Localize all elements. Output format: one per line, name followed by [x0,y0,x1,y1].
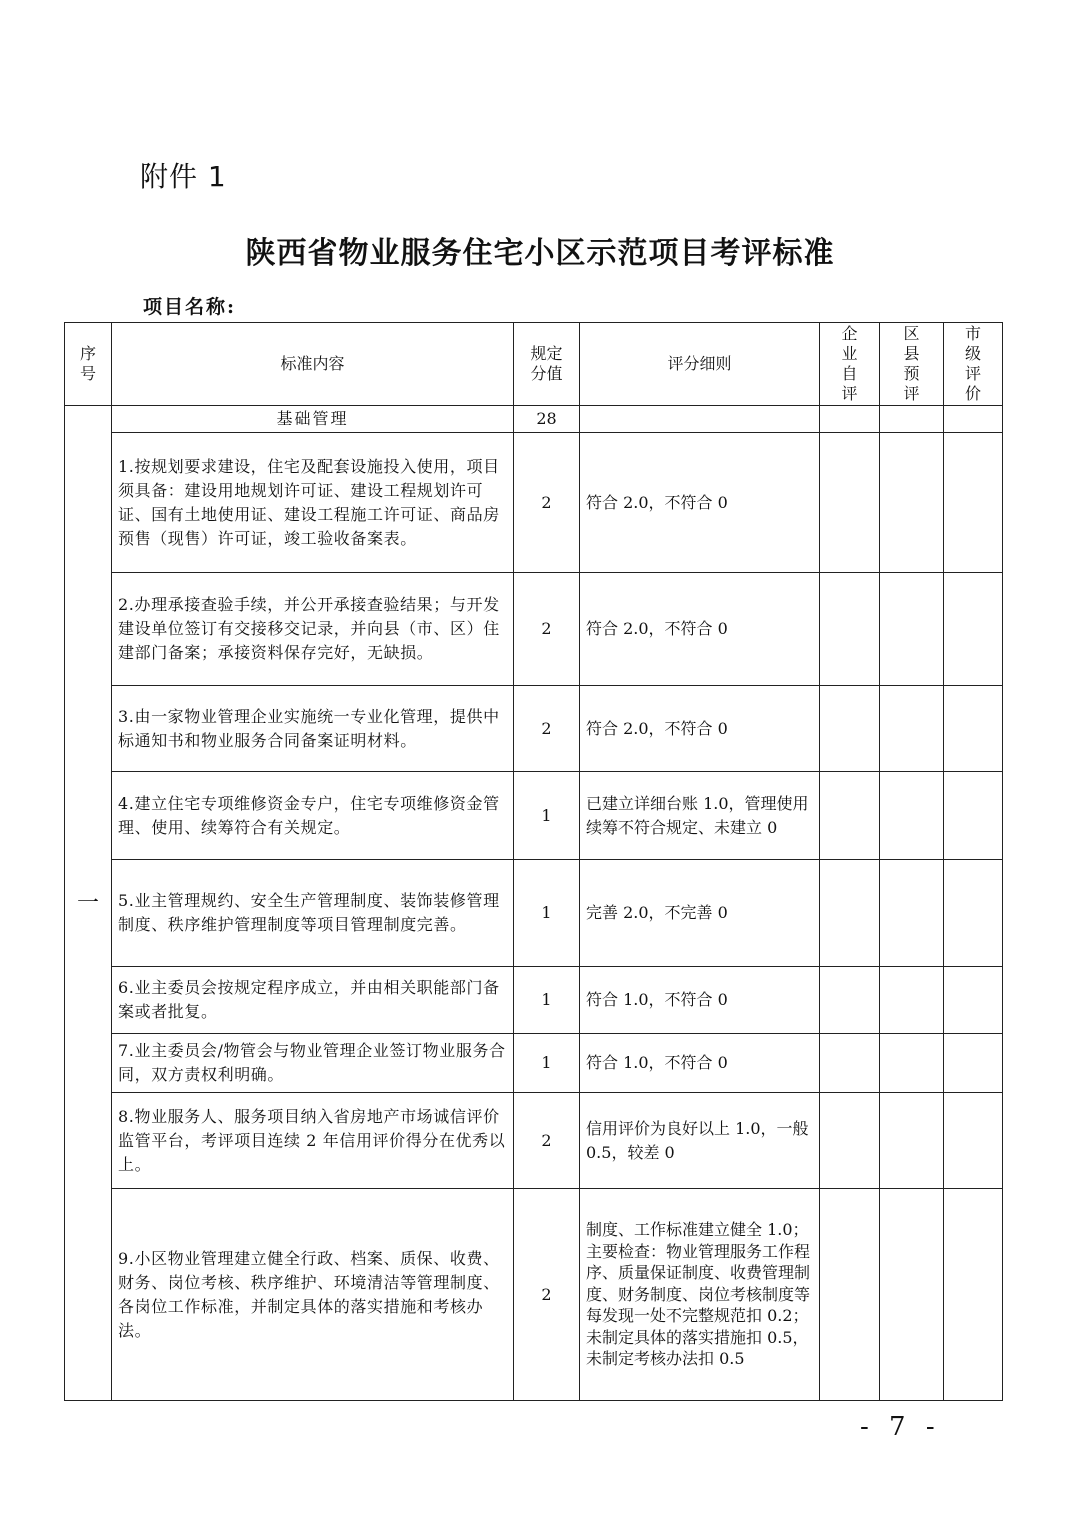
criterion-score: 2 [514,433,580,573]
criterion-content: 8.物业服务人、服务项目纳入省房地产市场诚信评价监管平台，考评项目连续 2 年信用评价得分在优秀以上。 [112,1093,514,1189]
criterion-score: 2 [514,1189,580,1401]
page-number: - 7 - [860,1412,941,1442]
city-eval-cell [944,1034,1003,1093]
self-eval-cell [820,1034,880,1093]
self-eval-cell [820,772,880,860]
district-eval-cell [880,860,944,967]
criterion-rule: 符合 2.0，不符合 0 [580,573,820,686]
district-eval-cell [880,1189,944,1401]
header-seq: 序号 [65,323,112,406]
table-row [65,573,1003,686]
criterion-score: 1 [514,1034,580,1093]
criterion-rule: 符合 1.0，不符合 0 [580,967,820,1034]
section-score: 28 [514,406,580,433]
self-eval-cell [820,686,880,772]
header-score: 规定分值 [514,323,580,406]
table-row [65,686,1003,772]
evaluation-table [64,322,1003,1401]
table-row [65,772,1003,860]
header-city-eval: 市级评价 [944,323,1003,406]
city-eval-cell [944,1093,1003,1189]
criterion-content: 3.由一家物业管理企业实施统一专业化管理，提供中标通知书和物业服务合同备案证明材料。 [112,686,514,772]
self-eval-cell [820,1189,880,1401]
criterion-rule: 制度、工作标准建立健全 1.0；主要检查：物业管理服务工作程序、质量保证制度、收费管理制度、财务制度、岗位考核制度等每发现一处不完整规范扣 0.2；未制定具体的落实措施扣 0.5，未制定考核办法扣 0.5 [580,1189,820,1401]
criterion-rule: 符合 2.0，不符合 0 [580,686,820,772]
criterion-content: 7.业主委员会/物管会与物业管理企业签订物业服务合同，双方责权利明确。 [112,1034,514,1093]
criterion-score: 2 [514,1093,580,1189]
table-row [65,1093,1003,1189]
self-eval-cell [820,573,880,686]
criterion-rule: 符合 2.0，不符合 0 [580,433,820,573]
district-eval-cell [880,686,944,772]
criterion-rule: 完善 2.0，不完善 0 [580,860,820,967]
self-eval-cell [820,967,880,1034]
district-eval-cell [880,573,944,686]
section-name: 基础管理 [112,406,514,433]
criterion-score: 2 [514,686,580,772]
district-eval-cell [880,1093,944,1189]
criterion-content: 1.按规划要求建设，住宅及配套设施投入使用，项目须具备：建设用地规划许可证、建设工程规划许可证、国有土地使用证、建设工程施工许可证、商品房预售（现售）许可证，竣工验收备案表。 [112,433,514,573]
criterion-score: 1 [514,860,580,967]
district-eval-cell [880,433,944,573]
table-row [65,860,1003,967]
table-row [65,1189,1003,1401]
city-eval-cell [944,1189,1003,1401]
criterion-rule: 信用评价为良好以上 1.0，一般 0.5，较差 0 [580,1093,820,1189]
section-self [820,406,880,433]
city-eval-cell [944,772,1003,860]
city-eval-cell [944,433,1003,573]
header-rule: 评分细则 [580,323,820,406]
district-eval-cell [880,967,944,1034]
attachment-label: 附件 1 [140,160,227,193]
section-row [65,406,1003,433]
criterion-content: 2.办理承接查验手续，并公开承接查验结果；与开发建设单位签订有交接移交记录，并向县（市、区）住建部门备案；承接资料保存完好，无缺损。 [112,573,514,686]
project-name-label: 项目名称: [143,296,237,318]
criterion-rule: 符合 1.0，不符合 0 [580,1034,820,1093]
city-eval-cell [944,860,1003,967]
criterion-content: 6.业主委员会按规定程序成立，并由相关职能部门备案或者批复。 [112,967,514,1034]
criterion-score: 2 [514,573,580,686]
self-eval-cell [820,1093,880,1189]
table-row [65,967,1003,1034]
section-district [880,406,944,433]
city-eval-cell [944,686,1003,772]
criterion-content: 4.建立住宅专项维修资金专户，住宅专项维修资金管理、使用、续筹符合有关规定。 [112,772,514,860]
table-row [65,433,1003,573]
criterion-rule: 已建立详细台账 1.0，管理使用续筹不符合规定、未建立 0 [580,772,820,860]
header-content: 标准内容 [112,323,514,406]
self-eval-cell [820,860,880,967]
section-rule [580,406,820,433]
criterion-content: 5.业主管理规约、安全生产管理制度、装饰装修管理制度、秩序维护管理制度等项目管理制度完善。 [112,860,514,967]
header-self-eval: 企业自评 [820,323,880,406]
district-eval-cell [880,1034,944,1093]
criterion-score: 1 [514,772,580,860]
city-eval-cell [944,967,1003,1034]
table-row [65,1034,1003,1093]
district-eval-cell [880,772,944,860]
criterion-score: 1 [514,967,580,1034]
self-eval-cell [820,433,880,573]
criterion-content: 9.小区物业管理建立健全行政、档案、质保、收费、财务、岗位考核、秩序维护、环境清洁等管理制度、各岗位工作标准，并制定具体的落实措施和考核办法。 [112,1189,514,1401]
city-eval-cell [944,573,1003,686]
header-district-eval: 区县预评 [880,323,944,406]
section-city [944,406,1003,433]
document-title: 陕西省物业服务住宅小区示范项目考评标准 [245,236,835,271]
section-seq: 一 [65,406,112,1401]
table-header-row [65,323,1003,406]
